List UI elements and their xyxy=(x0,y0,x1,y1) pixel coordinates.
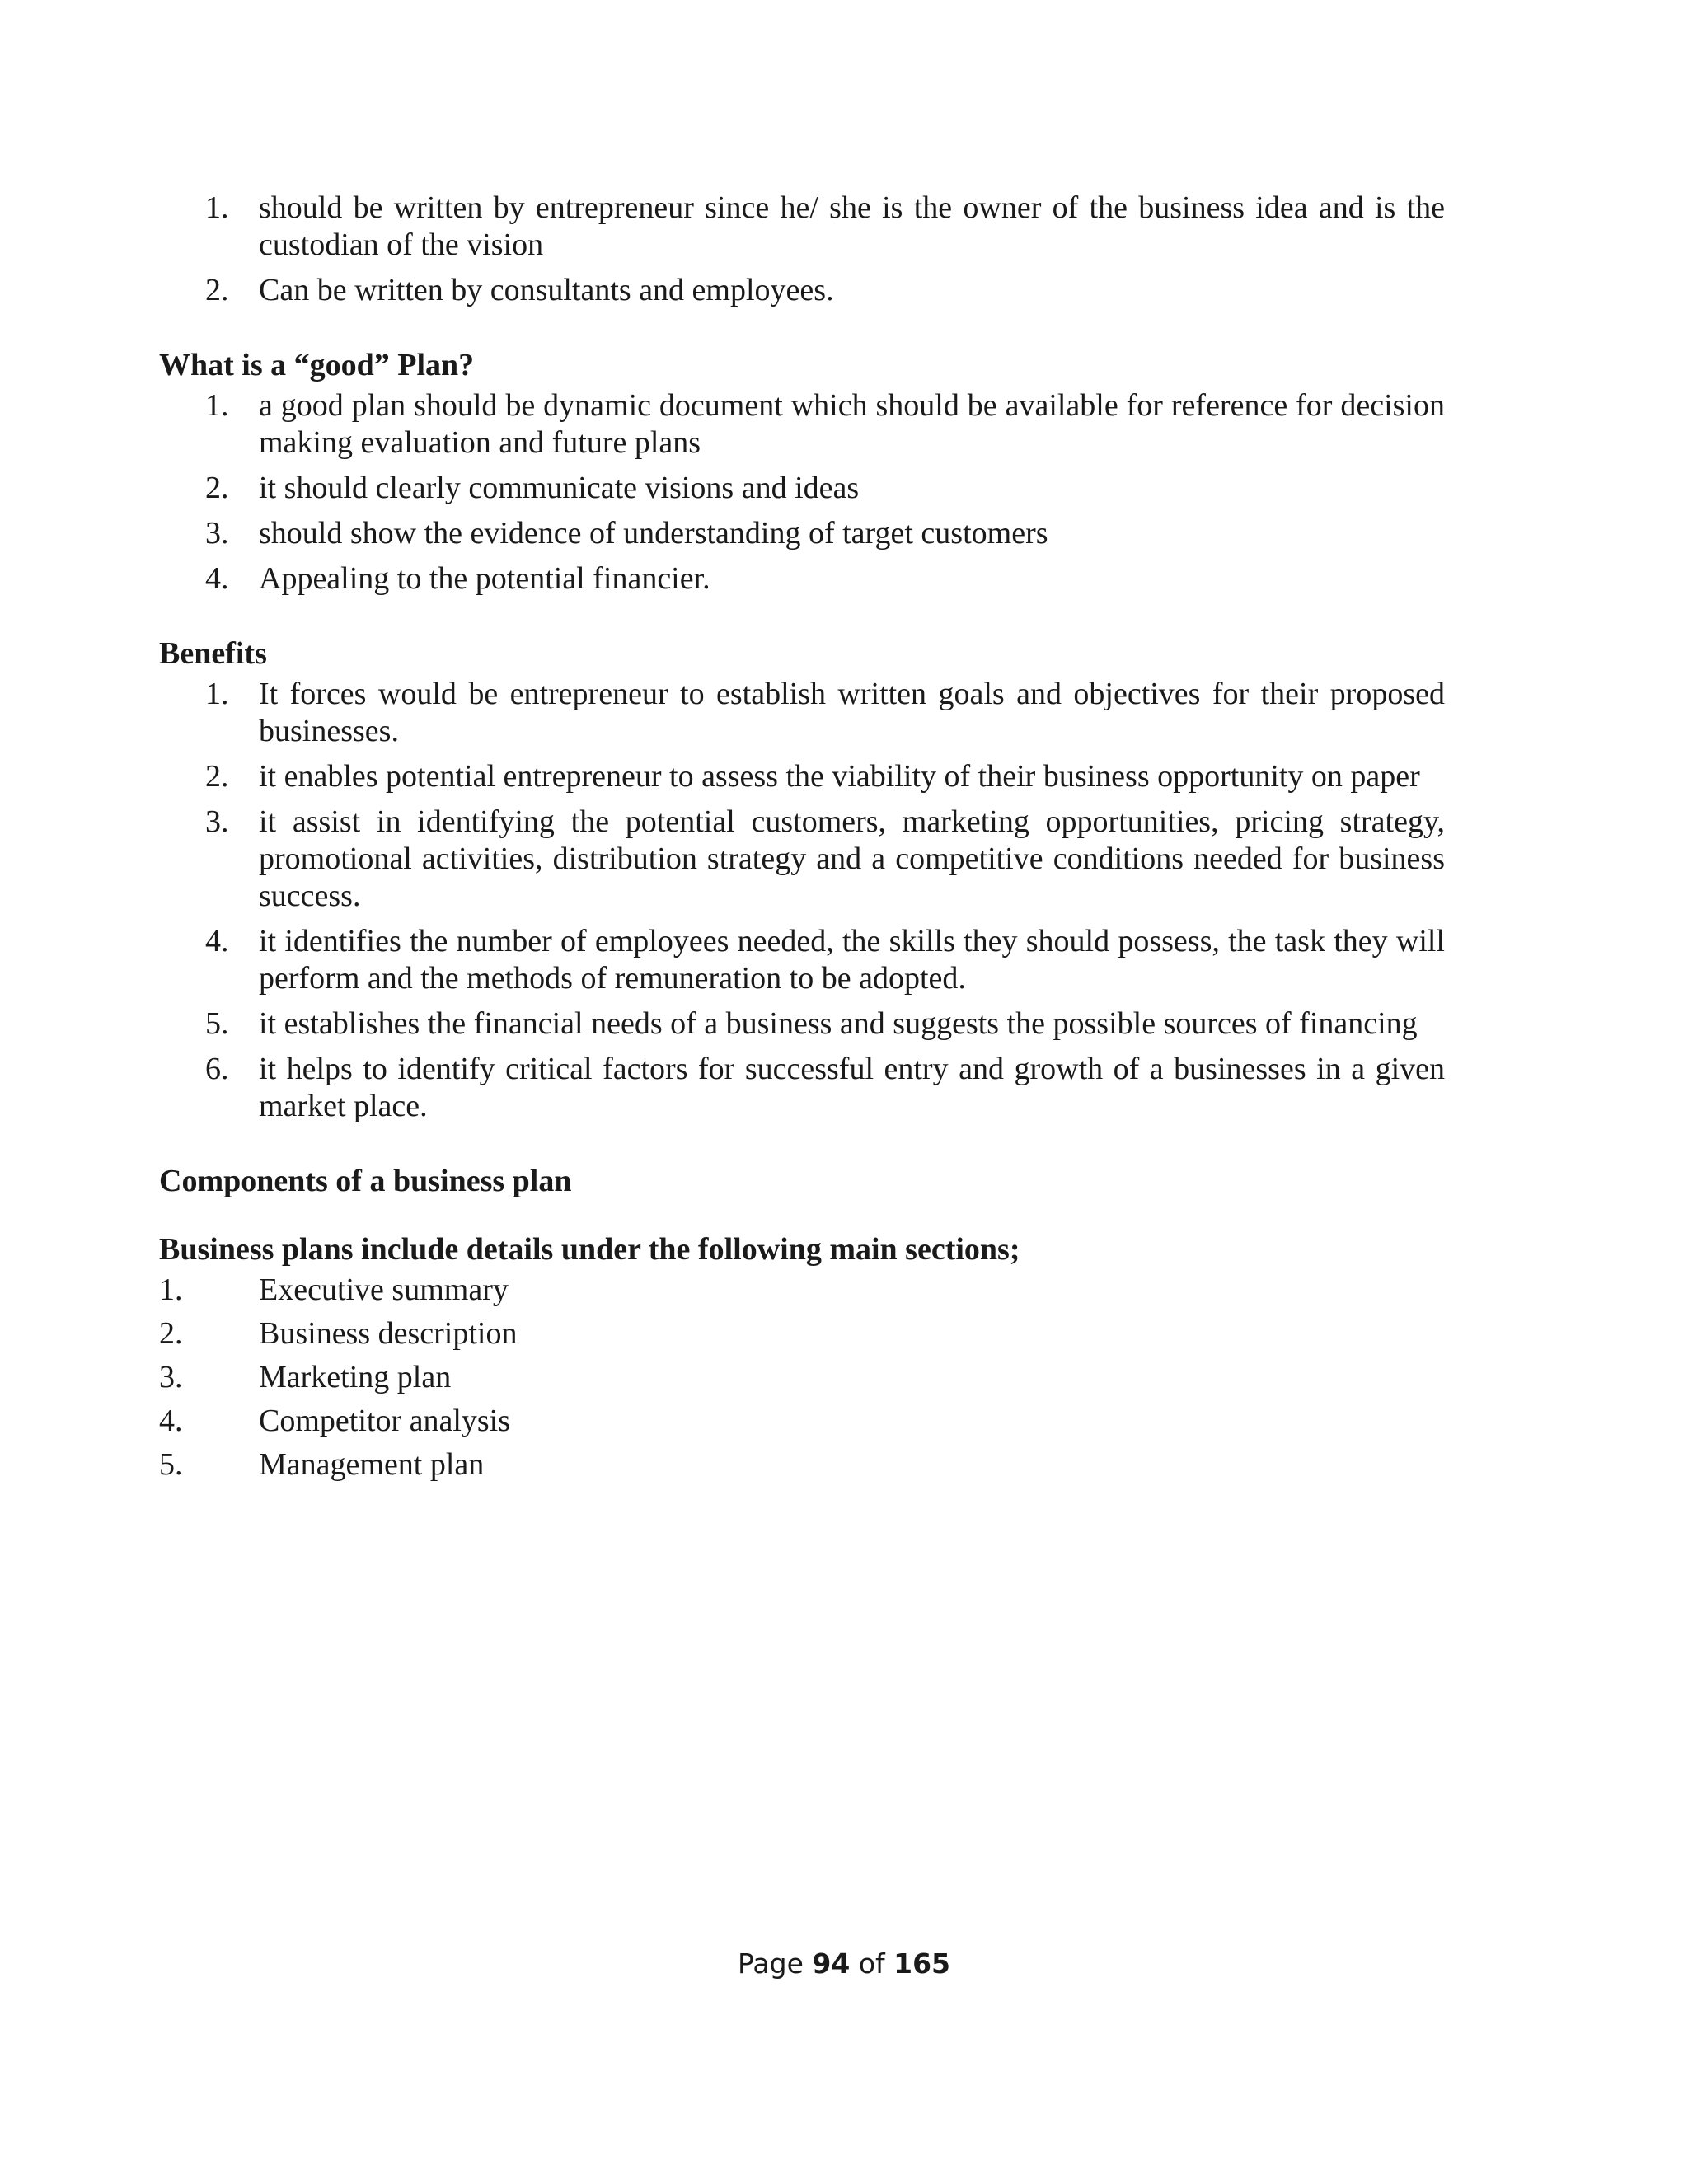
list-number: 1. xyxy=(205,388,229,423)
list-number: 4. xyxy=(159,1404,183,1438)
list-text: Marketing plan xyxy=(259,1360,452,1394)
list-number: 5. xyxy=(205,1006,229,1041)
intro-list xyxy=(159,190,1445,309)
list-item xyxy=(159,1315,1445,1352)
list-item xyxy=(159,387,1445,462)
list-number: 2. xyxy=(205,273,229,307)
list-number: 3. xyxy=(205,804,229,839)
list-item xyxy=(159,1403,1445,1440)
list-item xyxy=(159,758,1445,795)
page-total: 165 xyxy=(893,1947,951,1980)
benefits-heading: Benefits xyxy=(159,636,267,671)
list-number: 1. xyxy=(159,1272,183,1307)
list-item xyxy=(159,272,1445,309)
list-text: Competitor analysis xyxy=(259,1404,511,1438)
list-item xyxy=(159,923,1445,997)
good-plan-list xyxy=(159,387,1445,598)
list-item xyxy=(159,515,1445,552)
list-text: should be written by entrepreneur since he/ she is the owner of the business idea and is the custodian of the vision xyxy=(259,190,1445,262)
list-text: Management plan xyxy=(259,1447,485,1482)
list-number: 1. xyxy=(205,190,229,225)
list-number: 4. xyxy=(205,561,229,596)
list-number: 5. xyxy=(159,1447,183,1482)
components-heading: Components of a business plan xyxy=(159,1164,572,1198)
list-text: it establishes the financial needs of a business and suggests the possible sources of financing xyxy=(259,1006,1418,1041)
page-label: Page xyxy=(737,1947,804,1980)
list-number: 6. xyxy=(205,1052,229,1086)
list-text: Business description xyxy=(259,1316,518,1351)
benefits-list xyxy=(159,676,1445,1125)
list-text: It forces would be entrepreneur to establish written goals and objectives for their proposed businesses. xyxy=(259,677,1445,748)
list-item xyxy=(159,470,1445,507)
list-item xyxy=(159,1051,1445,1125)
good-plan-heading: What is a “good” Plan? xyxy=(159,348,475,382)
list-number: 3. xyxy=(159,1360,183,1394)
list-text: it should clearly communicate visions and ideas xyxy=(259,471,860,505)
list-item xyxy=(159,1446,1445,1483)
page-number: 94 xyxy=(812,1947,851,1980)
list-number: 4. xyxy=(205,924,229,958)
list-item xyxy=(159,1359,1445,1396)
page-footer xyxy=(0,1945,1688,1982)
list-number: 2. xyxy=(205,471,229,505)
list-number: 2. xyxy=(159,1316,183,1351)
list-item xyxy=(159,1005,1445,1043)
list-number: 1. xyxy=(205,677,229,711)
list-text: a good plan should be dynamic document which should be available for reference for decision making evaluation and future plans xyxy=(259,388,1445,460)
list-text: Can be written by consultants and employees. xyxy=(259,273,834,307)
list-item xyxy=(159,804,1445,915)
components-list xyxy=(159,1272,1445,1483)
list-number: 3. xyxy=(205,516,229,551)
list-text: it identifies the number of employees needed, the skills they should possess, the task they will perform and the methods of remuneration to be adopted. xyxy=(259,924,1445,996)
list-text: it helps to identify critical factors for successful entry and growth of a businesses in a given market place. xyxy=(259,1052,1445,1123)
list-number: 2. xyxy=(205,759,229,794)
list-text: should show the evidence of understanding of target customers xyxy=(259,516,1048,551)
components-subheading: Business plans include details under the following main sections; xyxy=(159,1232,1020,1267)
list-text: it assist in identifying the potential customers, marketing opportunities, pricing strategy, promotional activities, distribution strategy and a competitive conditions needed for business success. xyxy=(259,804,1445,913)
list-item xyxy=(159,1272,1445,1309)
list-item xyxy=(159,676,1445,750)
list-text: it enables potential entrepreneur to assess the viability of their business opportunity on paper xyxy=(259,759,1420,794)
document-body xyxy=(159,190,1445,1490)
list-text: Executive summary xyxy=(259,1272,509,1307)
of-label: of xyxy=(858,1947,885,1980)
list-item xyxy=(159,190,1445,264)
list-text: Appealing to the potential financier. xyxy=(259,561,710,596)
list-item xyxy=(159,560,1445,598)
